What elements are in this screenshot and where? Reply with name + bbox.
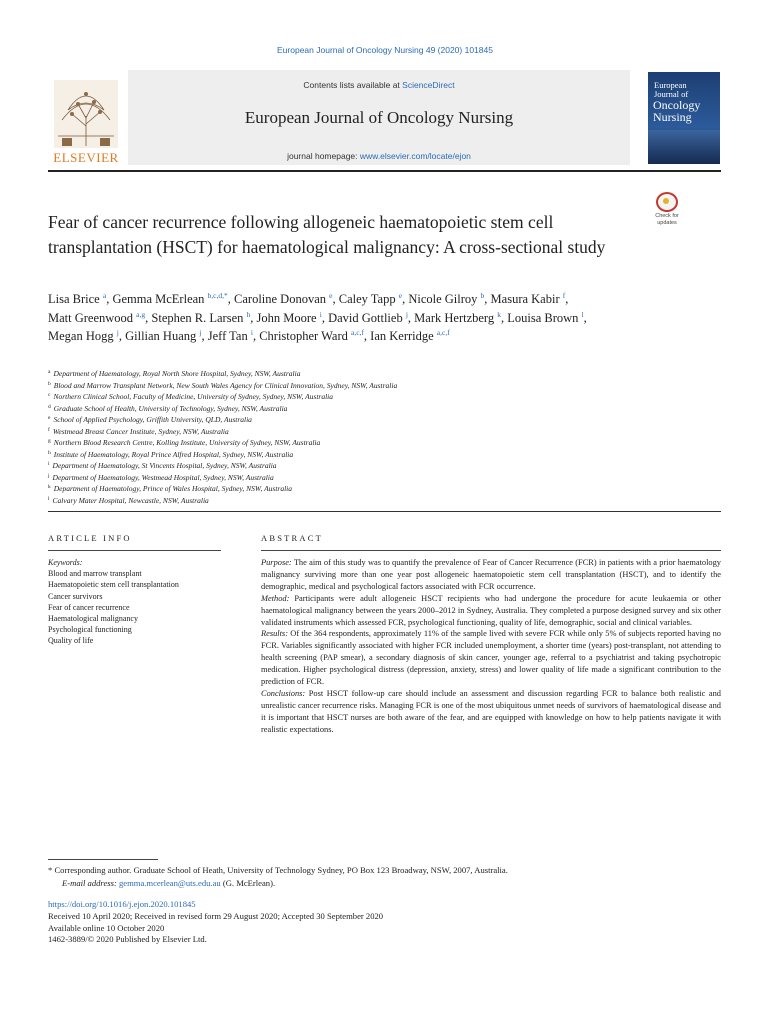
author[interactable]: Masura Kabir $^f$ — [490, 291, 566, 306]
sciencedirect-link[interactable]: ScienceDirect — [402, 80, 455, 90]
journal-title: European Journal of Oncology Nursing — [244, 108, 514, 127]
cover-line-2: Journal of — [654, 89, 689, 99]
journal-cover-thumbnail[interactable] — [648, 72, 720, 164]
author[interactable]: Caley Tapp $^e$ — [338, 291, 403, 306]
keyword-item[interactable]: Psychological functioning — [48, 625, 132, 635]
author[interactable]: Megan Hogg $^j$ — [48, 328, 119, 343]
affiliation-list — [48, 368, 638, 506]
section-divider — [48, 511, 721, 512]
header-divider — [48, 170, 721, 172]
footnote-divider — [48, 859, 158, 860]
email-label: E-mail address: — [62, 877, 117, 888]
affiliation-item: $^f$ Westmead Breast Cancer Institute, Sydney, NSW, Australia — [48, 426, 229, 436]
abstract-heading: ABSTRACT — [261, 533, 323, 543]
received-dates: Received 10 April 2020; Received in revised form 29 August 2020; Accepted 30 September 2020 — [48, 910, 384, 921]
affiliation-item: $^l$ Calvary Mater Hospital, Newcastle, NSW, Australia — [48, 495, 209, 505]
author[interactable]: John Moore $^i$ — [256, 309, 322, 325]
corresponding-author-note — [48, 864, 721, 889]
contents-line — [128, 80, 630, 90]
cover-line-1: European — [654, 80, 687, 90]
affiliation-item: $^h$ Institute of Haematology, Royal Prince Alfred Hospital, Sydney, NSW, Australia — [48, 449, 294, 459]
author[interactable]: Stephen R. Larsen $^h$ — [151, 309, 251, 325]
email-line — [48, 877, 721, 890]
article-title: Fear of cancer recurrence following allogeneic haematopoietic stem cell transplantation (HSCT) for haematological malignancy: A cross-sectional study — [48, 212, 606, 257]
abstract-conclusions: Conclusions: Post HSCT follow-up care should include an assessment and discussion regarding FCR to balance both realistic and unrealistic cancer recurrence risks. Managing FCR is one of the most ubiquitous unmet needs of survivors of haematological disease and it is important that HSCT nurses are both aware of the fear, and are equipped with knowledge on how to help patients navigate it with realistic expectations. — [261, 688, 721, 734]
keyword-item[interactable]: Haematological malignancy — [48, 614, 138, 624]
corresponding-author-text: * Corresponding author. Graduate School of Heath, University of Technology Sydney, PO Box 123 Broadway, NSW, 2007, Australia. — [48, 865, 508, 875]
check-updates-label-1: Check for — [655, 213, 679, 219]
homepage-prefix: journal homepage: — [287, 151, 360, 161]
journal-homepage — [128, 151, 630, 161]
available-online: Available online 10 October 2020 — [48, 922, 165, 933]
author[interactable]: David Gottlieb $^j$ — [328, 309, 408, 325]
author-list: Lisa Brice $^a$, Gemma McErlean $^{b,c,d,*}$, Caroline Donovan $^e$, Caley Tapp $^e$, Nicole Gilroy $^b$, Masura Kabir $^f$, Matt Greenwood $^{a,g}$, Stephen R. Larsen $^h$, John Moore $^i$, David Gottlieb $^j$, Mark Hertzberg $^k$, Louisa Brown $^l$, Megan Hogg $^j$, Gillian Huang $^j$, Jeff Tan $^i$, Christopher Ward $^{a,c,f}$, Ian Kerridge $^{a,c,f}$ — [48, 291, 587, 343]
article-info-heading: ARTICLE INFO — [48, 533, 132, 543]
author[interactable]: Caroline Donovan $^e$ — [234, 291, 333, 306]
article-info-divider — [48, 550, 221, 551]
check-updates-icon — [656, 192, 678, 212]
keyword-item[interactable]: Fear of cancer recurrence — [48, 602, 130, 612]
journal-citation[interactable]: European Journal of Oncology Nursing 49 (2020) 101845 — [277, 45, 493, 55]
author[interactable]: Jeff Tan $^i$ — [207, 328, 253, 343]
abstract-divider — [261, 550, 721, 551]
keywords-block — [48, 557, 223, 647]
abstract-results: Results: Of the 364 respondents, approximately 11% of the sample lived with severe FCR while only 5% of subjects reported having no FCR. Variables significantly associated with higher FCR included unemployment, a shorter time (years) post-transplant, not attending to health screening (PAP smear), a secondary diagnosis of skin cancer, younger age, referral to a psychiatrist and taking psychotropic medication. Higher psychological distress (depression, anxiety, stress) and lower quality of life made a significant contribution to the prediction of FCR. — [261, 629, 721, 687]
keywords-label: Keywords: — [48, 558, 83, 567]
author[interactable]: Mark Hertzberg $^k$ — [414, 309, 501, 325]
cover-line-3: Oncology — [653, 98, 701, 112]
author[interactable]: Gemma McErlean $^{b,c,d,*}$ — [112, 291, 228, 306]
affiliation-item: $^e$ School of Applied Psychology, Griffith University, QLD, Australia — [48, 415, 252, 424]
email-suffix: (G. McErlean). — [220, 877, 276, 888]
affiliation-item: $^d$ Graduate School of Health, University of Technology, Sydney, NSW, Australia — [48, 403, 288, 413]
email-link[interactable]: gemma.mcerlean@uts.edu.au — [118, 877, 221, 888]
cover-artwork — [648, 130, 720, 164]
homepage-link[interactable]: www.elsevier.com/locate/ejon — [359, 151, 471, 161]
affiliation-item: $^b$ Blood and Marrow Transplant Network, New South Wales Agency for Clinical Innovation, Sydney, NSW, Australia — [48, 380, 398, 390]
cover-line-4: Nursing — [653, 110, 692, 124]
check-updates-label-2: updates — [657, 220, 677, 226]
keyword-item[interactable]: Haematopoietic stem cell transplantation — [48, 580, 179, 590]
keyword-item[interactable]: Blood and marrow transplant — [48, 569, 142, 579]
keyword-item[interactable]: Quality of life — [48, 636, 94, 646]
contents-prefix: Contents lists available at — [303, 80, 403, 90]
affiliation-item: $^i$ Department of Haematology, St Vincents Hospital, Sydney, NSW, Australia — [48, 461, 277, 470]
keyword-item[interactable]: Cancer survivors — [48, 591, 103, 601]
author[interactable]: Ian Kerridge $^{a,c,f}$ — [370, 328, 450, 343]
author[interactable]: Gillian Huang $^j$ — [125, 328, 202, 343]
copyright-line: 1462-3889/© 2020 Published by Elsevier Ltd. — [48, 934, 207, 945]
abstract-method: Method: Participants were adult allogeneic HSCT recipients who had undergone the procedure for acute leukaemia or other haematological malignancy between the years 2000–2012 in Sydney, Australia. They completed a purpose designed survey and six other validated instruments which assessed FCR, psychological functioning, quality of life, demographic, social and clinical variables. — [261, 593, 721, 627]
abstract-body — [261, 557, 721, 736]
check-for-updates-button[interactable] — [648, 192, 686, 228]
author[interactable]: Nicole Gilroy $^b$ — [408, 291, 485, 306]
author[interactable]: Matt Greenwood $^{a,g}$ — [48, 309, 146, 325]
elsevier-wordmark: ELSEVIER — [53, 150, 119, 165]
affiliation-item: $^g$ Northern Blood Research Centre, Kolling Institute, University of Sydney, NSW, Australia — [48, 438, 321, 447]
affiliation-item: $^j$ Department of Haematology, Westmead Hospital, Sydney, NSW, Australia — [48, 472, 274, 482]
author[interactable]: Louisa Brown $^l$ — [507, 309, 584, 325]
author[interactable]: Christopher Ward $^{a,c,f}$ — [259, 328, 364, 343]
author[interactable]: Lisa Brice $^a$ — [48, 291, 107, 306]
doi-link[interactable]: https://doi.org/10.1016/j.ejon.2020.101845 — [48, 899, 196, 909]
affiliation-item: $^k$ Department of Haematology, Prince of Wales Hospital, Sydney, NSW, Australia — [48, 484, 292, 493]
publication-info — [48, 899, 721, 946]
affiliation-item: $^c$ Northern Clinical School, Faculty of Medicine, University of Sydney, Sydney, NSW, Australia — [48, 392, 333, 401]
affiliation-item: $^a$ Department of Haematology, Royal North Shore Hospital, Sydney, NSW, Australia — [48, 369, 301, 378]
abstract-purpose: Purpose: The aim of this study was to quantify the prevalence of Fear of Cancer Recurrence (FCR) in patients with a prior haematology malignancy surviving more than one year post allogeneic haematopoietic stem cell transplantation (HSCT), and to identify the demographic, medical and psychological factors associated with FCR occurrence. — [261, 558, 721, 591]
